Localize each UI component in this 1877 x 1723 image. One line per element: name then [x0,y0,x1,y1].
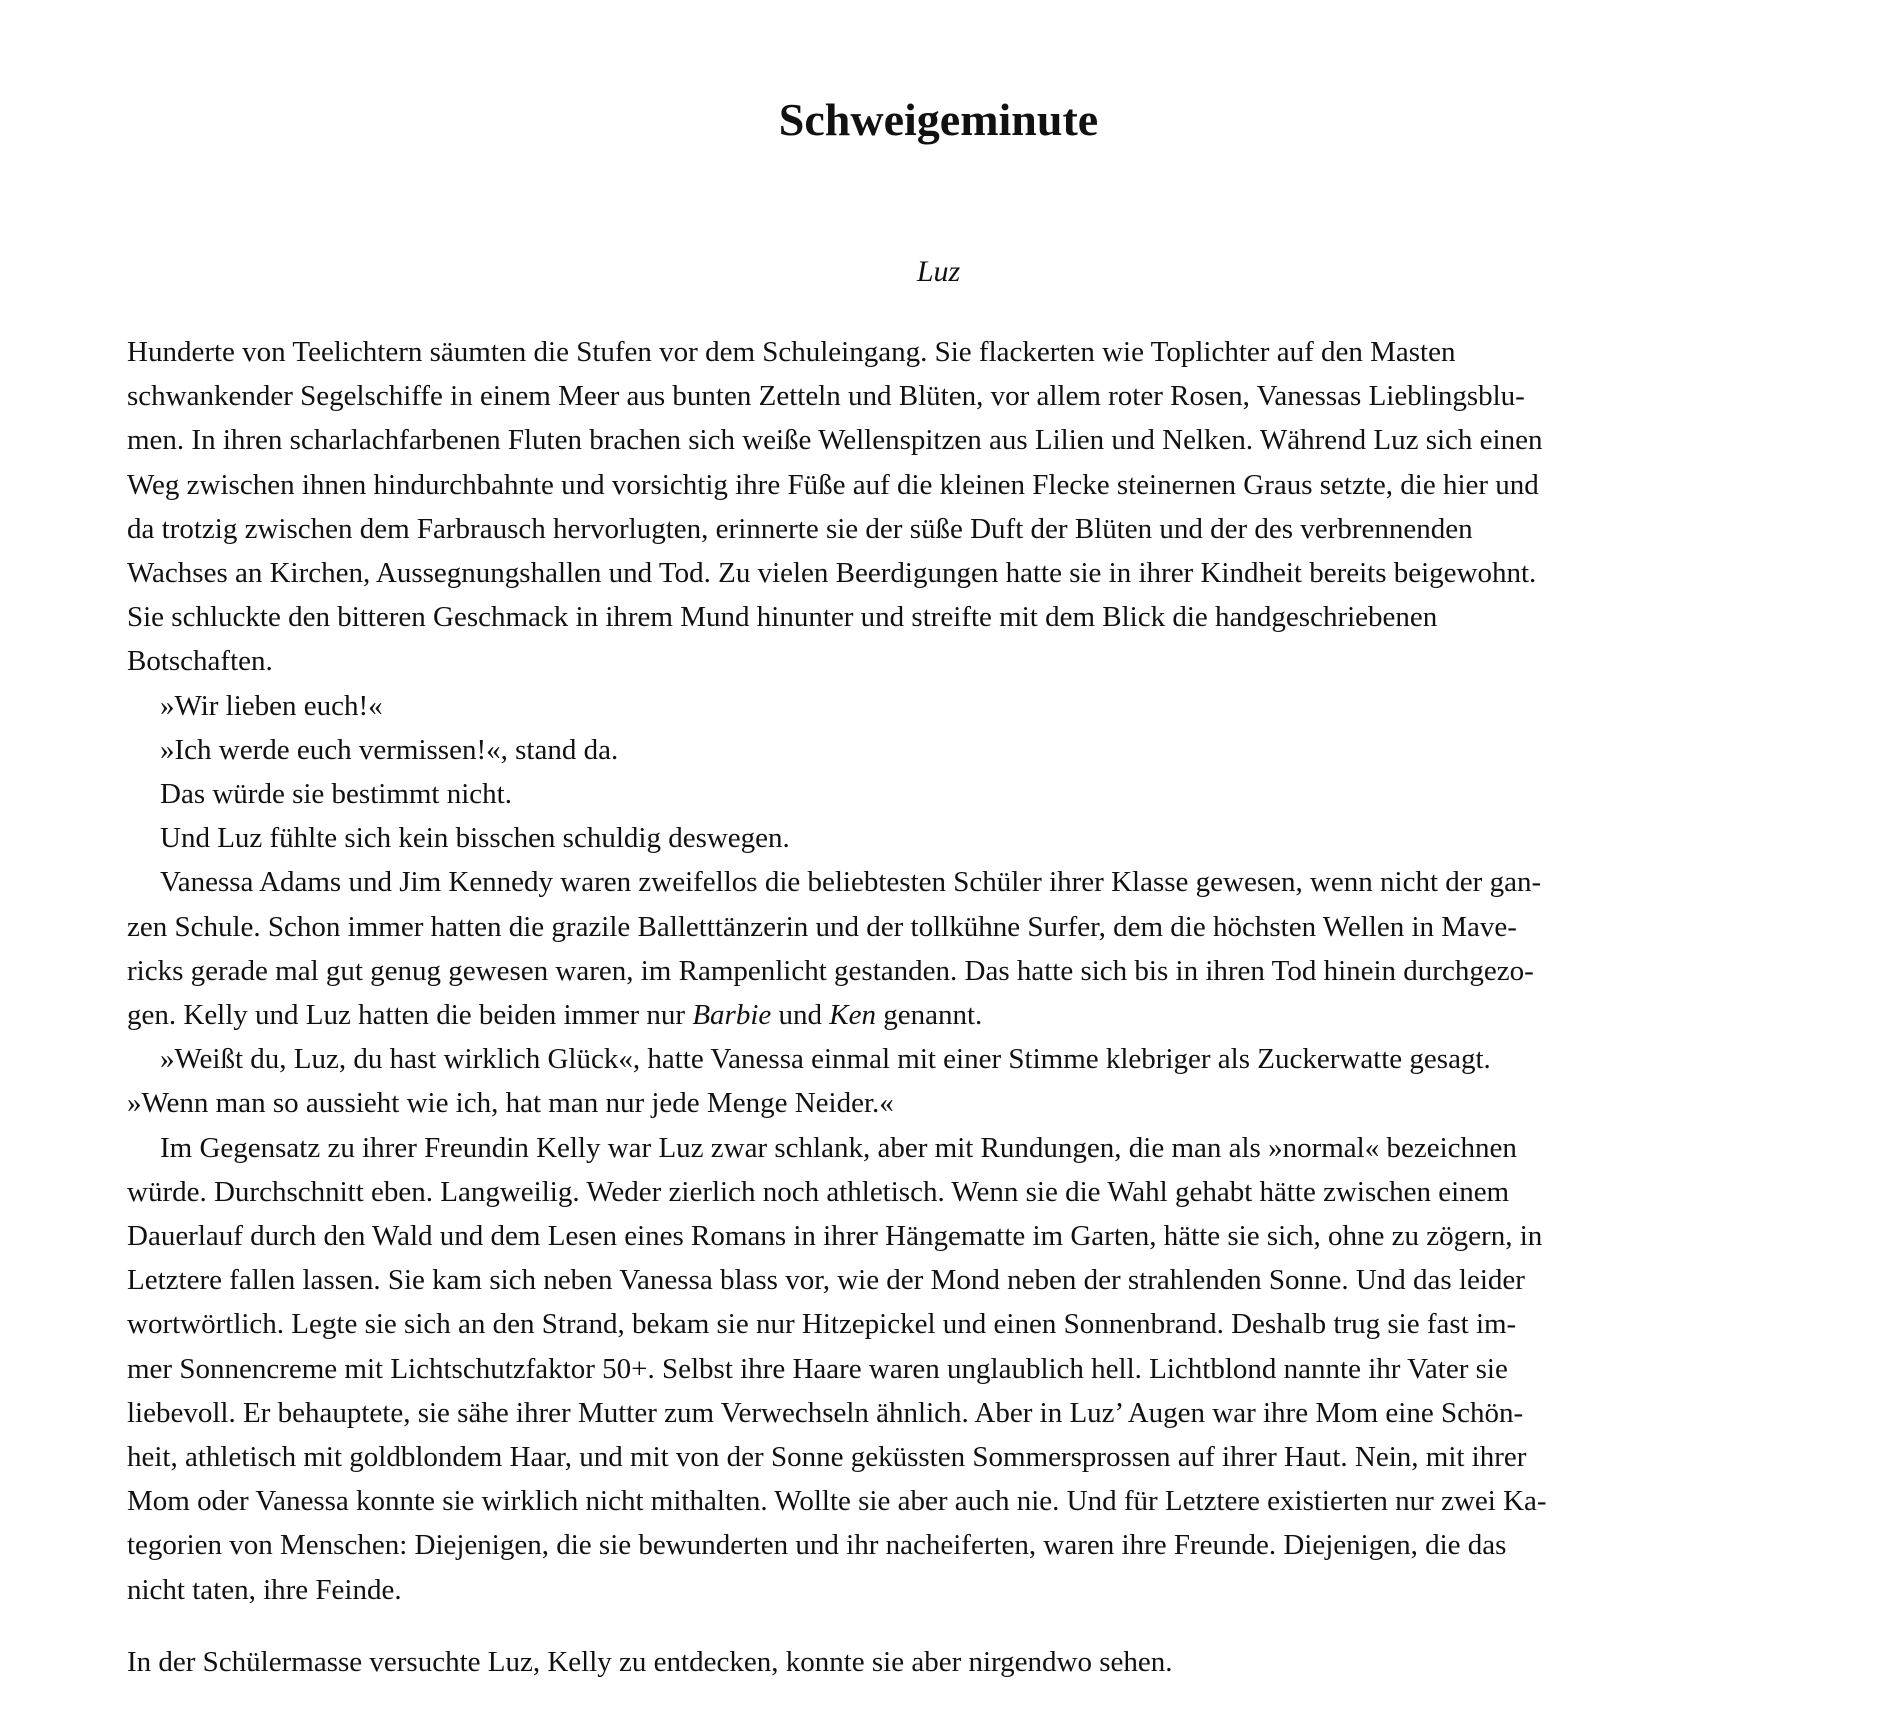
emphasis-barbie: Barbie [692,999,772,1032]
text-line: tegorien von Menschen: Diejenigen, die sie bewunderten und ihr nacheiferten, waren ihre Freunde. Diejenigen, die das [127,1529,1507,1562]
text-line-indented [127,728,1747,772]
line-text: »Wir lieben euch!« [160,689,383,722]
text-line: men. In ihren scharlachfarbenen Fluten brachen sich weiße Wellenspitzen aus Lilien und Nelken. Während Luz sich einen [127,424,1543,457]
paragraph-gap [127,1612,1747,1640]
text-line-indented [127,772,1747,816]
text-line: Hunderte von Teelichtern säumten die Stufen vor dem Schuleingang. Sie flackerten wie Toplichter auf den Masten [127,336,1456,368]
text-line: Botschaften. [127,645,273,678]
text-line: Letztere fallen lassen. Sie kam sich neben Vanessa blass vor, wie der Mond neben der strahlenden Sonne. Und das leider [127,1264,1525,1297]
line-text: Im Gegensatz zu ihrer Freundin Kelly war Luz zwar schlank, aber mit Rundungen, die man als »normal« bezeichnen [160,1131,1517,1164]
text-line: Mom oder Vanessa konnte sie wirklich nicht mithalten. Wollte sie aber auch nie. Und für Letztere existierten nur zwei Ka- [127,1485,1547,1518]
text-line: mer Sonnencreme mit Lichtschutzfaktor 50+. Selbst ihre Haare waren unglaublich hell. Lichtblond nannte ihr Vater sie [127,1352,1508,1385]
text-line: Sie schluckte den bitteren Geschmack in ihrem Mund hinunter und streifte mit dem Blick die handgeschriebenen [127,601,1438,634]
chapter-title: Schweigeminute [778,94,1099,145]
chapter-subtitle: Luz [916,255,961,288]
text-line: schwankender Segelschiffe in einem Meer aus bunten Zetteln und Blüten, vor allem roter Rosen, Vanessas Lieblingsblu- [127,380,1525,413]
text-line-indented [127,816,1747,860]
line-text: Vanessa Adams und Jim Kennedy waren zweifellos die beliebtesten Schüler ihrer Klasse gewesen, wenn nicht der gan- [160,866,1542,899]
text-line: wortwörtlich. Legte sie sich an den Strand, bekam sie nur Hitzepickel und einen Sonnenbrand. Deshalb trug sie fast im- [127,1308,1517,1341]
text-line: Weg zwischen ihnen hindurchbahnte und vorsichtig ihre Füße auf die kleinen Flecke steinernen Graus setzte, die hier und [127,468,1539,501]
line-text: genannt. [876,999,983,1032]
line-text: Das würde sie bestimmt nicht. [160,778,512,811]
text-line: Wachses an Kirchen, Aussegnungshallen und Tod. Zu vielen Beerdigungen hatte sie in ihrer Kindheit bereits beigewohnt. [127,557,1537,590]
text-line: zen Schule. Schon immer hatten die grazile Balletttänzerin und der tollkühne Surfer, dem die höchsten Wellen in Mave- [127,910,1517,943]
text-line-indented [127,1037,1747,1081]
body-text [127,330,1747,1684]
line-text: gen. Kelly und Luz hatten die beiden immer nur [127,999,693,1032]
text-line: »Wenn man so aussieht wie ich, hat man nur jede Menge Neider.« [127,1087,894,1120]
text-line: In der Schülermasse versuchte Luz, Kelly zu entdecken, konnte sie aber nirgendwo sehen. [127,1645,1173,1678]
line-text: und [771,999,830,1032]
text-line: heit, athletisch mit goldblondem Haar, und mit von der Sonne geküssten Sommersprossen auf ihrer Haut. Nein, mit ihrer [127,1441,1527,1474]
emphasis-ken: Ken [829,999,876,1032]
text-line: nicht taten, ihre Feinde. [127,1573,402,1606]
text-line: da trotzig zwischen dem Farbrausch hervorlugten, erinnerte sie der süße Duft der Blüten und der des verbrennenden [127,512,1473,545]
text-line: Dauerlauf durch den Wald und dem Lesen eines Romans in ihrer Hängematte im Garten, hätte sie sich, ohne zu zögern, in [127,1220,1543,1253]
text-line-indented [127,860,1747,904]
text-line: ricks gerade mal gut genug gewesen waren, im Rampenlicht gestanden. Das hatte sich bis in ihren Tod hinein durchgezo- [127,954,1534,987]
text-line: würde. Durchschnitt eben. Langweilig. Weder zierlich noch athletisch. Wenn sie die Wahl gehabt hätte zwischen einem [127,1175,1510,1208]
line-text: »Weißt du, Luz, du hast wirklich Glück«, hatte Vanessa einmal mit einer Stimme klebriger als Zuckerwatte gesagt. [160,1043,1491,1076]
text-line [127,993,1747,1037]
text-line: liebevoll. Er behauptete, sie sähe ihrer Mutter zum Verwechseln ähnlich. Aber in Luz’ Augen war ihre Mom eine Schön- [127,1396,1524,1429]
line-text: Und Luz fühlte sich kein bisschen schuldig deswegen. [160,822,790,855]
line-text: »Ich werde euch vermissen!«, stand da. [160,733,619,766]
text-line-indented [127,684,1747,728]
text-line-indented [127,1126,1747,1170]
